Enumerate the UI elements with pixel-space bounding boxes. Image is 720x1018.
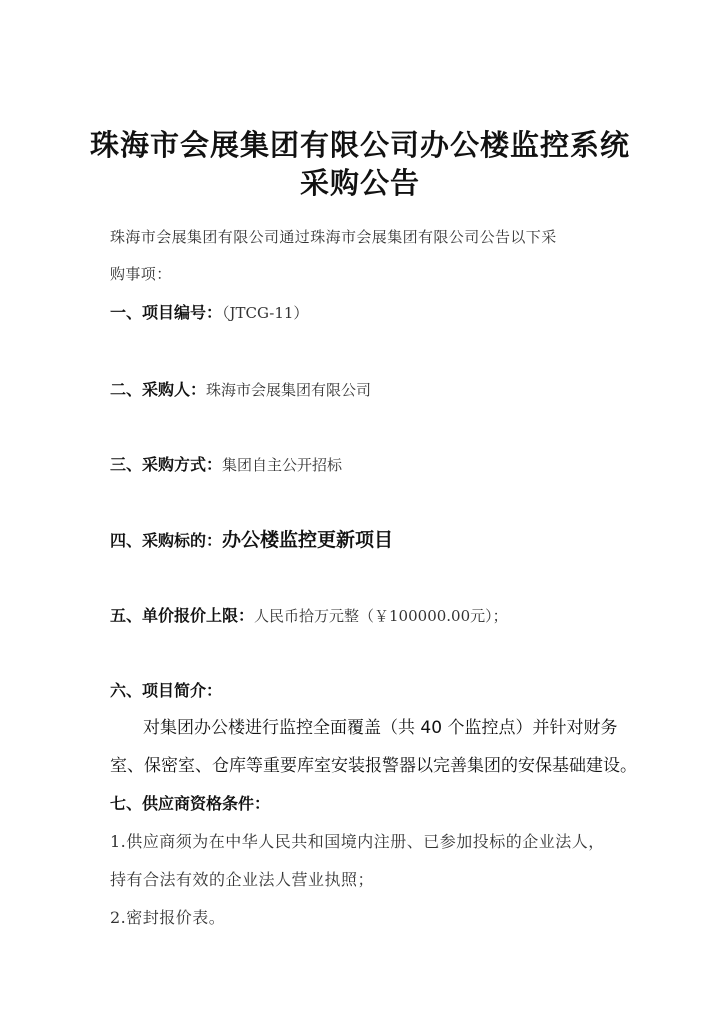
subject-value: 办公楼监控更新项目: [222, 529, 394, 551]
purchaser-label: 二、采购人：: [110, 380, 207, 399]
section-project-number: [110, 305, 308, 321]
summary-label: 六、项目简介：: [110, 681, 223, 700]
summary-line2: 室、保密室、仓库等重要库室安装报警器以完善集团的安保基础建设。: [110, 756, 637, 776]
project-number-label: 一、项目编号：: [110, 303, 223, 322]
subject-label: 四、采购标的：: [110, 531, 223, 550]
section-purchaser: [110, 382, 371, 398]
qualification-item1-line1: 1.供应商须为在中华人民共和国境内注册、已参加投标的企业法人，: [110, 832, 605, 851]
method-label: 三、采购方式：: [110, 455, 223, 474]
project-number-value: （JTCG-11）: [222, 304, 309, 322]
section-price-limit: [110, 608, 508, 624]
price-limit-value: 人民币拾万元整（￥100000.00元）；: [254, 607, 508, 625]
price-limit-label: 五、单价报价上限：: [110, 606, 255, 625]
section-qualification: [110, 796, 270, 812]
document-title-line2: 采购公告: [299, 166, 420, 200]
section-summary: [110, 683, 222, 699]
purchaser-value: 珠海市会展集团有限公司: [206, 381, 372, 399]
qualification-item1-line2: 持有合法有效的企业法人营业执照；: [110, 870, 375, 889]
section-method: [110, 457, 342, 473]
intro-line2: 购事项：: [110, 265, 172, 283]
section-subject: [110, 531, 393, 550]
qualification-item2: 2.密封报价表。: [110, 908, 226, 927]
method-value: 集团自主公开招标: [222, 456, 343, 474]
qualification-label: 七、供应商资格条件：: [110, 794, 271, 813]
intro-line1: 珠海市会展集团有限公司通过珠海市会展集团有限公司公告以下采: [110, 228, 557, 246]
summary-line1: 对集团办公楼进行监控全面覆盖（共 40 个监控点）并针对财务: [143, 718, 618, 738]
document-title-line1: 珠海市会展集团有限公司办公楼监控系统: [89, 128, 630, 162]
